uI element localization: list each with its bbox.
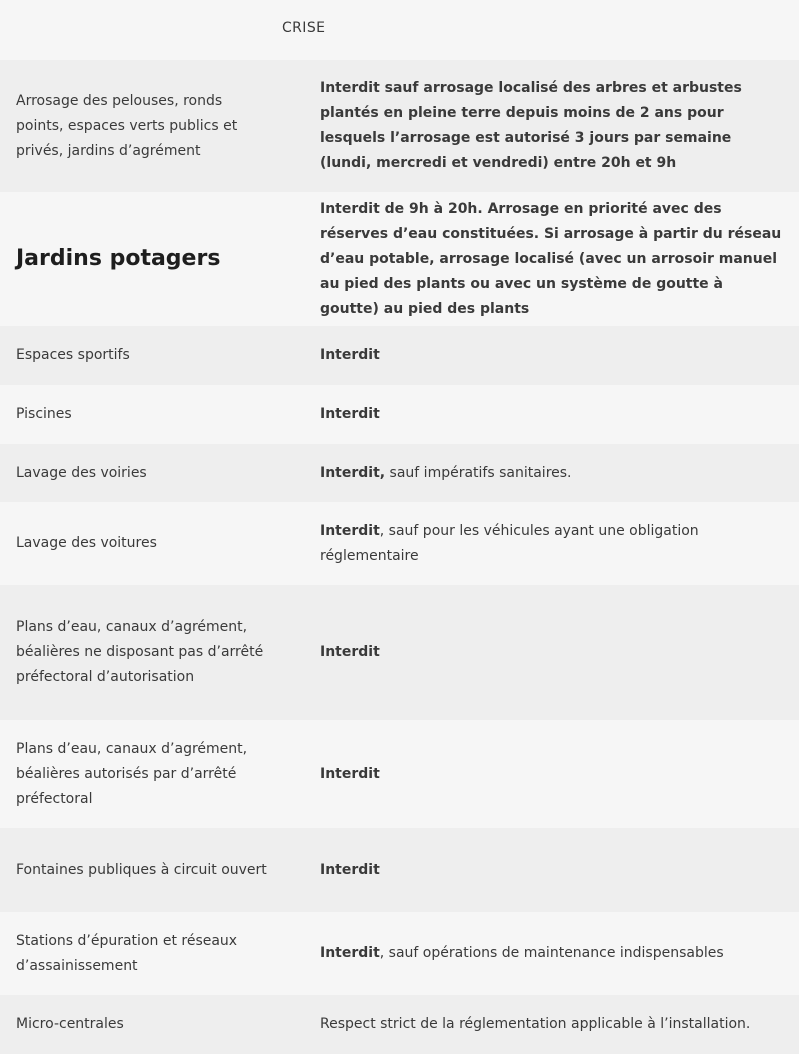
rule-text: sauf impératifs sanitaires. [385,464,572,481]
table-row [0,444,799,502]
table-row [0,60,799,192]
rule-text: , sauf pour les véhicules ayant une obligation réglementaire [320,522,699,564]
rule-cell [304,402,799,427]
usage-cell: Espaces sportifs [16,347,130,363]
rule-cell [304,941,799,966]
table-row [0,828,799,912]
usage-cell: Fontaines publiques à circuit ouvert [16,861,267,878]
table-row [0,502,799,585]
usage-cell: Lavage des voitures [16,535,157,551]
rule-bold-text: Interdit [320,765,380,782]
rule-text: , sauf opérations de maintenance indispensables [379,945,724,961]
rule-cell [304,640,799,665]
table-row [0,385,799,444]
rule-cell [304,197,799,322]
rule-bold-text: Interdit, [320,464,386,481]
table-row [0,912,799,995]
table-header [0,0,799,60]
usage-cell: Piscines [16,406,72,422]
rule-cell [304,76,799,176]
rule-bold-text: Interdit [320,347,380,363]
usage-cell: Arrosage des pelouses, ronds points, espaces verts publics et privés, jardins d’agrément [16,92,238,159]
table-row [0,720,799,828]
table-row [0,326,799,385]
usage-cell: Micro-centrales [16,1016,124,1032]
rule-cell [304,461,799,486]
rule-bold-text: Interdit de 9h à 20h. Arrosage en priorité avec des réserves d’eau constituées. Si arrosage à partir du réseau d’eau potable, arrosage localisé (avec un arrosoir manuel au pied des plants ou avec un système de goutte à goutte) au pied des plants [320,200,782,317]
rule-bold-text: Interdit [320,644,380,660]
rule-bold-text: Interdit [320,406,380,422]
rule-bold-text: Interdit [320,945,380,961]
column-header-crise: CRISE [282,20,326,36]
usage-cell: Plans d’eau, canaux d’agrément, béalières ne disposant pas d’arrêté préfectoral d’autorisation [16,619,264,685]
usage-cell: Plans d’eau, canaux d’agrément, béalières autorisés par d’arrêté préfectoral [16,740,248,807]
rule-bold-text: Interdit [320,861,380,878]
rule-cell [304,858,799,883]
table-row [0,192,799,326]
usage-cell: Jardins potagers [16,246,221,271]
usage-cell: Stations d’épuration et réseaux d’assainissement [16,932,238,974]
rule-cell [304,519,799,569]
rule-bold-text: Interdit sauf arrosage localisé des arbres et arbustes plantés en pleine terre depuis moins de 2 ans pour lesquels l’arrosage est autorisé 3 jours par semaine (lundi, mercredi et vendredi) entre 20h et 9h [320,80,742,171]
table-row [0,995,799,1054]
rule-cell [304,762,799,787]
usage-cell: Lavage des voiries [16,464,147,481]
rule-text: Respect strict de la réglementation applicable à l’installation. [320,1016,751,1032]
rule-cell [304,343,799,368]
rule-cell [304,1012,799,1037]
rule-bold-text: Interdit [320,522,380,539]
table-row [0,585,799,720]
